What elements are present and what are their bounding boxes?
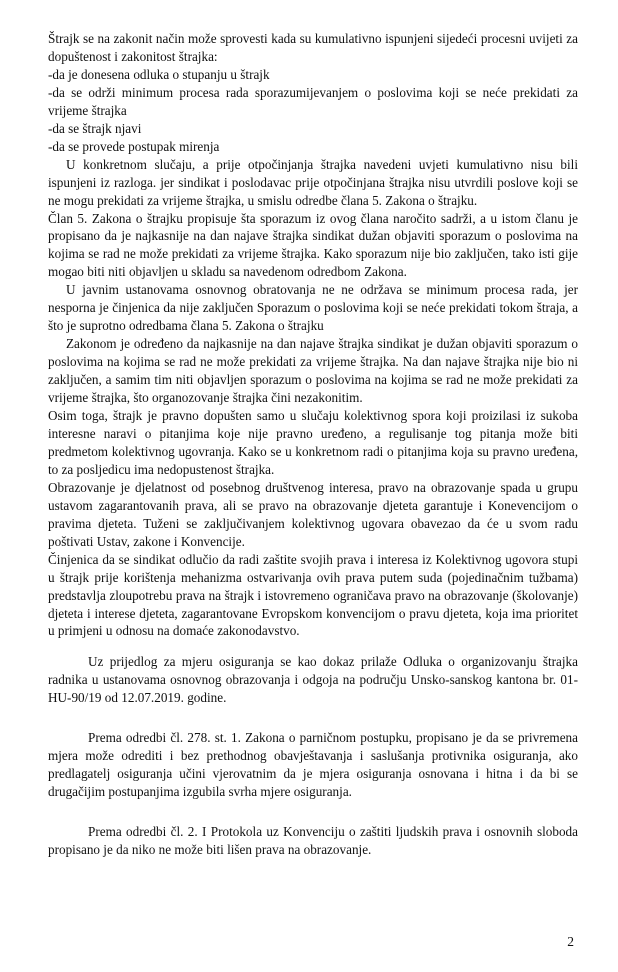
- page-number: 2: [567, 934, 574, 949]
- paragraph: Osim toga, štrajk je pravno dopušten samo u slučaju kolektivnog spora koji proizilasi iz sukoba interesne naravi o pitanjima koje nije pravno uređeno, a regulisanje tog pitanja može biti predmetom kolektivnog ugovranja. Kako se u konkretnom radi o pitanjima koja su pravno uređena, to za posljedicu ima nedopustenost štrajka.: [48, 408, 578, 477]
- paragraph: U javnim ustanovama osnovnog obratovanja ne ne održava se minimum procesa rada, jer nesporna je činjenica da nije zaključen Sporazum o poslovima koji se neće prekidati tokom štraja, a što je suprotno odredbama člana 5. Zakona o štrajku: [48, 282, 578, 334]
- paragraph: Činjenica da se sindikat odlučio da radi zaštite svojih prava i interesa iz Kolektivnog ugovora stupi u štrajk prije korištenja mehanizma ostvarivanja ovih prava putem suda (pojedinačnim tužbama) predstavlja zloupotrebu prava na štrajk i istovremeno ograničava pravo na obrazovanje (školovanje) djeteta i interese djeteta, zagarantovane Evropskom konvencijom o pravu djeteta, koja ima prioritet u primjeni u odnosu na domaće zakonodavstvo.: [48, 551, 578, 639]
- paragraph-legal-reference: Prema odredbi čl. 278. st. 1. Zakona o parničnom postupku, propisano je da se privremena mjera može odrediti i bez prethodnog obavještavanja i saslušanja protivnika osiguranja, ako predlagatelj osiguranja učini vjerovatnim da je mjera osiguranja osnovana i hitna i da bi se drugačijim postupanjima izgubila svrha mjere osiguranja.: [48, 730, 578, 800]
- paragraph-evidence: Uz prijedlog za mjeru osiguranja se kao dokaz prilaže Odluka o organizovanju štrajka radnika u ustanovama osnovnog obrazovanja i odgoja na području Unsko-sanskog kantona br. 01-HU-90/19 od 12.07.2019. godine.: [48, 654, 578, 706]
- paragraph-condition: -da se provede postupak mirenja: [48, 138, 220, 154]
- paragraph-condition: -da je donesena odluka o stupanju u štrajk: [48, 66, 270, 82]
- paragraph: Zakonom je određeno da najkasnije na dan najave štrajka sindikat je dužan objaviti sporazum o poslovima na kojima se rad ne može prekidati za vrijeme štrajka. Na dan najave štrajka nije bio ni zaključen, a samim tim niti objavljen sporazum o poslovima na kojima se rad ne može prekidati za vrijeme štrajka, što organozovanje štrajka čini nezakonitim.: [48, 336, 578, 406]
- paragraph: U konkretnom slučaju, a prije otpočinjanja štrajka navedeni uvjeti kumulativno nisu bili ispunjeni iz razloga. jer sindikat i poslodavac prije otpočinjana štrajka nisu utvrdili poslove koji se ne mogu prekidati za vrijeme štrajka, u smislu odredbe člana 5. Zakona o štrajku.: [48, 156, 578, 208]
- document-body: [48, 30, 578, 859]
- paragraph: Član 5. Zakona o štrajku propisuje šta sporazum iz ovog člana naročito sadrži, a u istom članu je propisano da je najkasnije na dan najave štrajka sindikat dužan objaviti sporazum o poslovima na kojima se rad ne može prekidati za vrijeme štrajka. Kako sporazum nije bio zaključen, tako isti gije mogao biti niti objavljen u skladu sa navedenom odredbom Zakona.: [48, 210, 578, 280]
- paragraph-legal-reference: Prema odredbi čl. 2. I Protokola uz Konvenciju o zaštiti ljudskih prava i osnovnih sloboda propisano je da niko ne može biti lišen prava na obrazovanje.: [48, 824, 578, 858]
- paragraph-condition: -da se održi minimum procesa rada sporazumijevanjem o poslovima koji se neće prekidati za vrijeme štrajka: [48, 84, 578, 118]
- paragraph-condition: -da se štrajk njavi: [48, 120, 142, 136]
- paragraph: Obrazovanje je djelatnost od posebnog društvenog interesa, pravo na obrazovanje spada u grupu ustavom zagarantovanih prava, ali se pravo na obrazovanje djeteta garantuje i Konevencijom o pravima djeteta. Tuženi se zaključivanjem kolektivnog ugovara obavezao da će u svom radu poštivati Ustav, zakone i Konvencije.: [48, 479, 578, 549]
- paragraph: Štrajk se na zakonit način može sprovesti kada su kumulativno ispunjeni sijedeći procesni uvijeti za dopuštenost i zakonitost štrajka:: [48, 31, 578, 64]
